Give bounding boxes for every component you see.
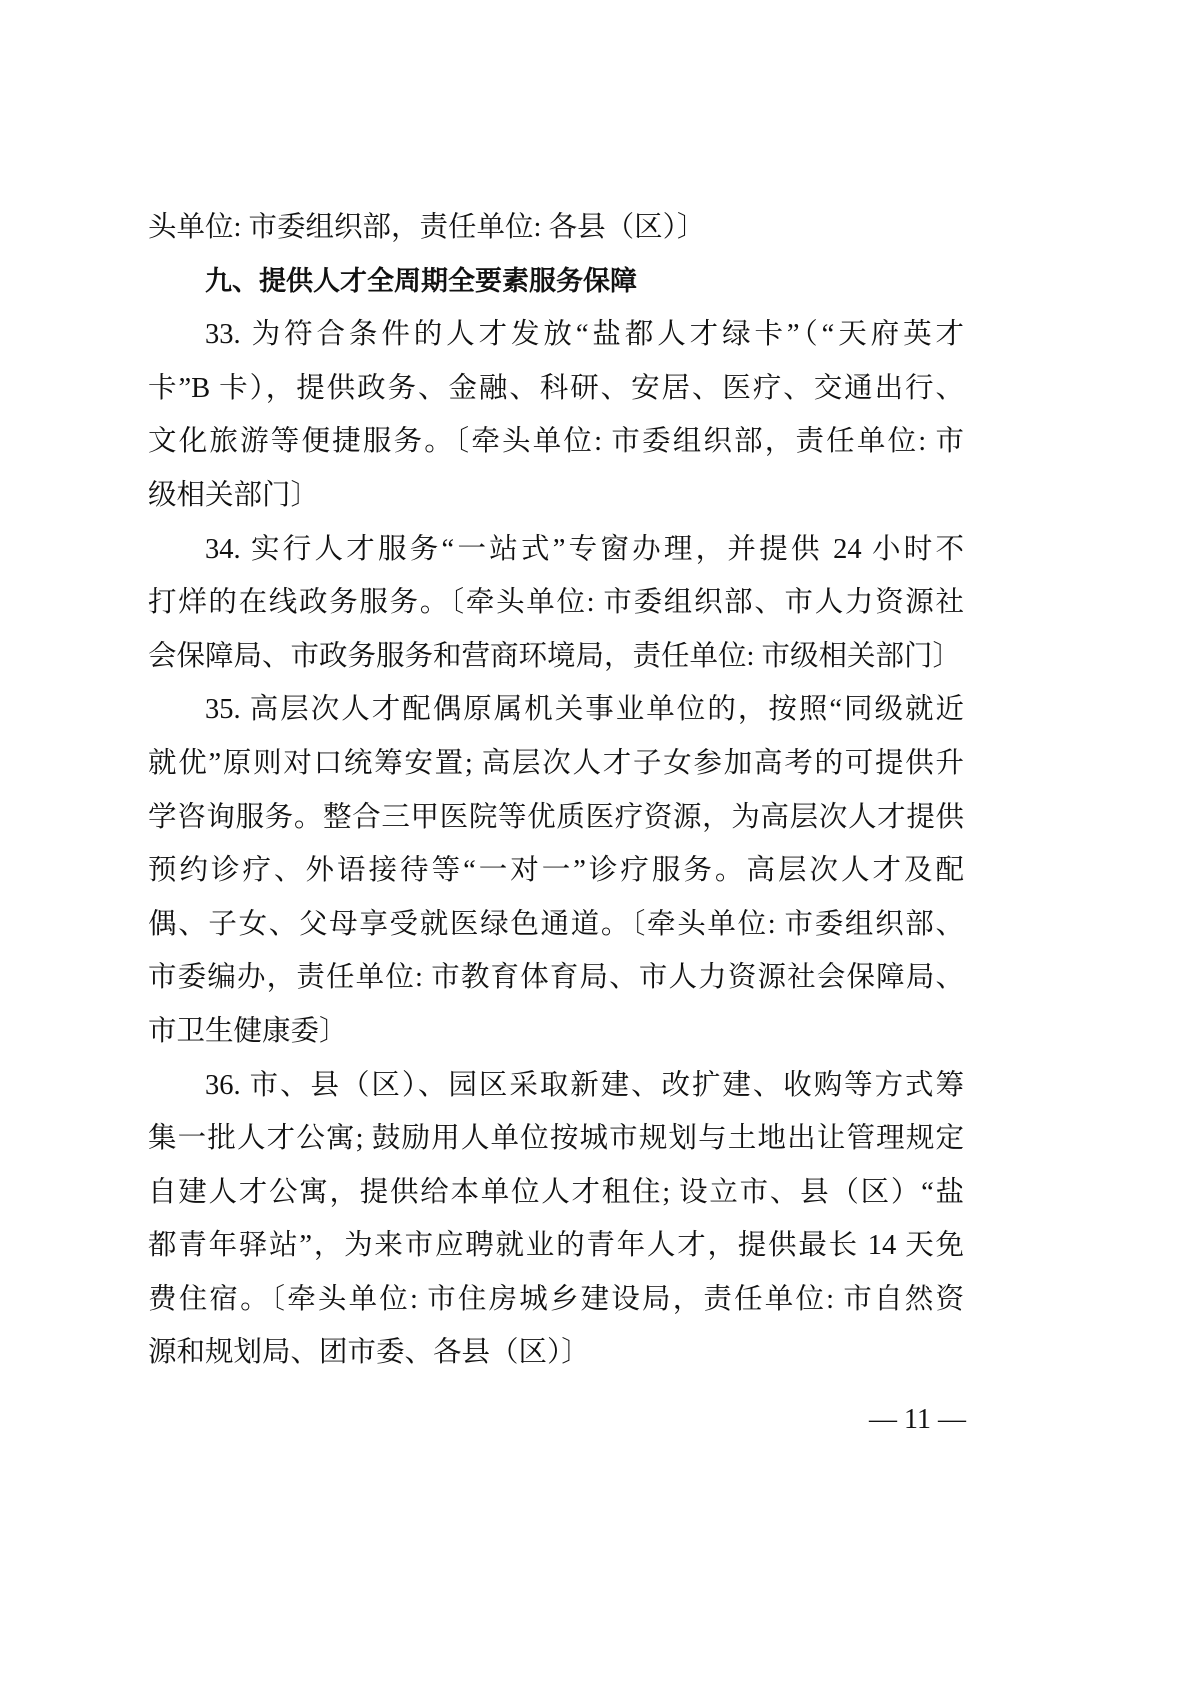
paragraph-line: 文化旅游等便捷服务。〔牵头单位: 市委组织部，责任单位: 市 bbox=[148, 426, 964, 458]
page-number: — 11 — bbox=[869, 1404, 966, 1435]
paragraph-line: 33. 为符合条件的人才发放“盐都人才绿卡”（“天府英才 bbox=[205, 319, 964, 351]
paragraph-line: 级相关部门〕 bbox=[148, 479, 320, 511]
paragraph-line: 自建人才公寓，提供给本单位人才租住; 设立市、县（区）“盐 bbox=[148, 1176, 964, 1208]
paragraph-line: 集一批人才公寓; 鼓励用人单位按城市规划与土地出让管理规定 bbox=[148, 1123, 964, 1155]
paragraph-line: 预约诊疗、外语接待等“一对一”诊疗服务。高层次人才及配 bbox=[148, 855, 964, 887]
paragraph-line: 都青年驿站”，为来市应聘就业的青年人才，提供最长 14 天免 bbox=[148, 1230, 964, 1262]
paragraph-line: 源和规划局、团市委、各县（区）〕 bbox=[148, 1337, 590, 1369]
paragraph-line: 市委编办，责任单位: 市教育体育局、市人力资源社会保障局、 bbox=[148, 962, 964, 994]
paragraph-line: 偶、子女、父母享受就医绿色通道。〔牵头单位: 市委组织部、 bbox=[148, 908, 964, 940]
paragraph-line: 打烊的在线政务服务。〔牵头单位: 市委组织部、市人力资源社 bbox=[148, 587, 964, 619]
paragraph-line: 学咨询服务。整合三甲医院等优质医疗资源，为高层次人才提供 bbox=[148, 801, 964, 833]
document-body bbox=[148, 201, 964, 1380]
paragraph-line: 市卫生健康委〕 bbox=[148, 1015, 348, 1047]
paragraph-line: 卡”B 卡），提供政务、金融、科研、安居、医疗、交通出行、 bbox=[148, 372, 964, 404]
paragraph-line: 36. 市、县（区）、园区采取新建、改扩建、收购等方式筹 bbox=[205, 1069, 964, 1101]
paragraph-line: 35. 高层次人才配偶原属机关事业单位的，按照“同级就近 bbox=[205, 694, 964, 726]
section-heading: 九、提供人才全周期全要素服务保障 bbox=[205, 265, 637, 297]
paragraph-line: 会保障局、市政务服务和营商环境局，责任单位: 市级相关部门〕 bbox=[148, 640, 962, 672]
paragraph-line: 就优”原则对口统筹安置; 高层次人才子女参加高考的可提供升 bbox=[148, 747, 964, 779]
paragraph-line: 34. 实行人才服务“一站式”专窗办理，并提供 24 小时不 bbox=[205, 533, 964, 565]
paragraph-line: 费住宿。〔牵头单位: 市住房城乡建设局，责任单位: 市自然资 bbox=[148, 1283, 964, 1315]
paragraph-line: 头单位: 市委组织部，责任单位: 各县（区）〕 bbox=[148, 212, 706, 243]
